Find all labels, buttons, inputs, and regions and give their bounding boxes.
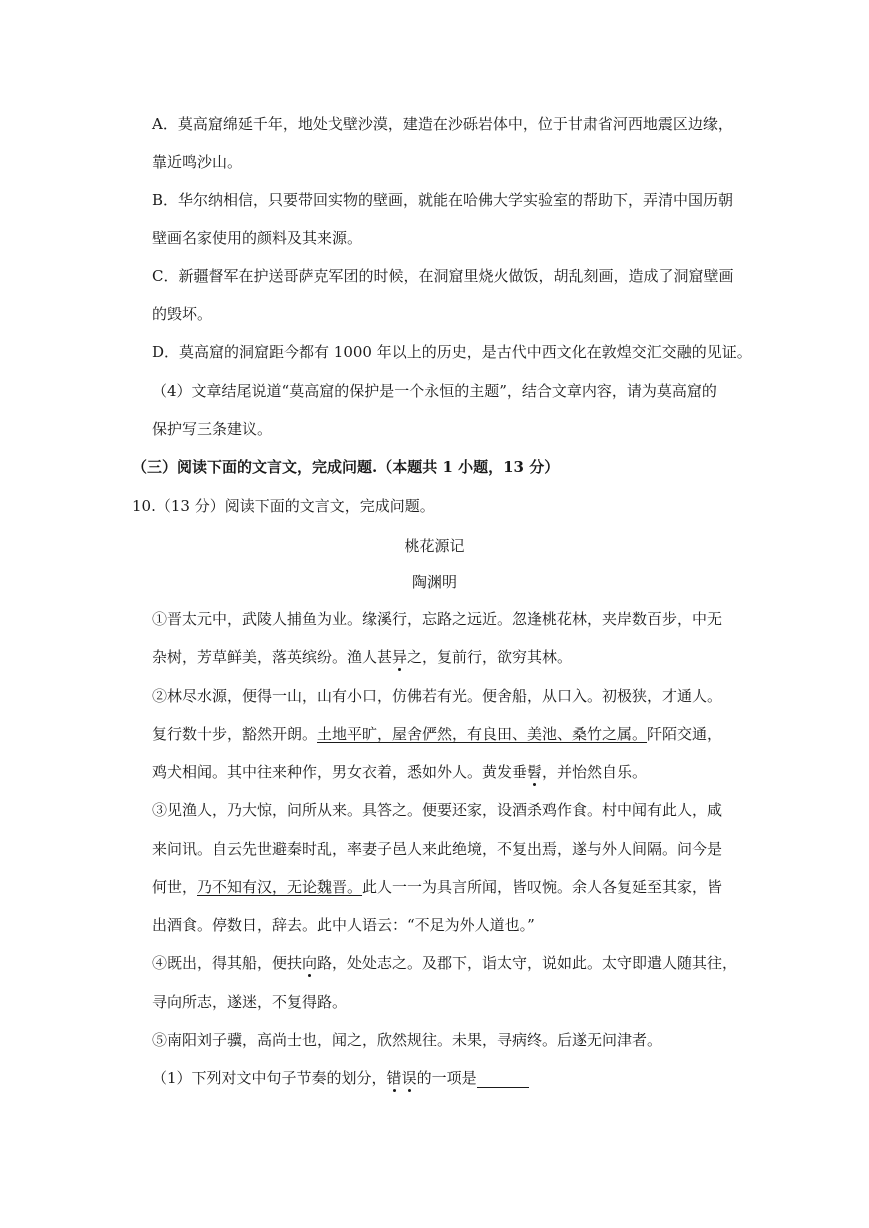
paragraph-4-line1 — [152, 953, 737, 973]
paragraph-5-line1: ⑤南阳刘子骥，高尚士也，闻之，欣然规往。未果，寻病终。后遂无问津者。 — [152, 1031, 663, 1049]
paragraph-2-line1: ②林尽水源，便得一山，山有小口，仿佛若有光。便舍船，从口入。初极狭，才通人。 — [152, 687, 723, 705]
paragraph-2-line2 — [152, 724, 722, 744]
text-segment: 之，复前行，欲穷其林。 — [407, 648, 573, 666]
option-b-line2: 壁画名家使用的颜料及其来源。 — [152, 229, 363, 247]
paragraph-1-line1: ①晋太元中，武陵人捕鱼为业。缘溪行，忘路之远近。忽逢桃花林，夹岸数百步，中无 — [152, 610, 723, 628]
answer-blank[interactable] — [477, 1071, 529, 1088]
paragraph-4-line2: 寻向所志，遂迷，不复得路。 — [152, 993, 348, 1011]
question-10-intro: 10.（13 分）阅读下面的文言文，完成问题。 — [132, 497, 435, 515]
option-c-line2: 的毁坏。 — [152, 305, 213, 323]
emphasis-dot-char: 向 — [302, 954, 318, 972]
sub-question-4-line2: 保护写三条建议。 — [152, 420, 273, 438]
paragraph-3-line4: 出酒食。停数日，辞去。此中人语云：“不足为外人道也。” — [152, 916, 535, 934]
text-segment: 阡陌交通， — [647, 725, 723, 743]
sub-question-1 — [152, 1068, 529, 1088]
text-segment: 此人一一为具言所闻，皆叹惋。余人各复延至其家，皆 — [362, 878, 723, 896]
option-c-line1: C．新疆督军在护送哥萨克军团的时候，在洞窟里烧火做饭，胡乱刻画，造成了洞窟壁画 — [152, 267, 734, 285]
emphasis-dot-char: 错 — [386, 1069, 402, 1087]
paragraph-3-line2: 来问讯。自云先世避秦时乱，率妻子邑人来此绝境，不复出焉，遂与外人间隔。问今是 — [152, 840, 723, 858]
text-segment: 路，处处志之。及郡下，诣太守，说如此。太守即遣人随其往， — [317, 954, 738, 972]
underlined-sentence: 乃不知有汉，无论魏晋。 — [197, 878, 363, 896]
paragraph-3-line1: ③见渔人，乃大惊，问所从来。具答之。便要还家，设酒杀鸡作食。村中闻有此人，咸 — [152, 801, 723, 819]
emphasis-dot-char: 异 — [392, 648, 408, 666]
emphasis-dot-char: 髫 — [527, 763, 543, 781]
emphasis-dot-char: 误 — [401, 1069, 417, 1087]
paragraph-1-line2 — [152, 647, 572, 667]
paragraph-3-line3 — [152, 877, 722, 897]
option-a-line2: 靠近鸣沙山。 — [152, 153, 243, 171]
sub-question-4-line1: （4）文章结尾说道“莫高窟的保护是一个永恒的主题”，结合文章内容，请为莫高窟的 — [152, 382, 717, 400]
option-b-line1: B．华尔纳相信，只要带回实物的壁画，就能在哈佛大学实验室的帮助下，弄清中国历朝 — [152, 191, 734, 209]
text-segment: 的一项是 — [416, 1069, 477, 1087]
passage-title: 桃花源记 — [404, 537, 465, 555]
text-segment: 何世， — [152, 878, 198, 896]
text-segment: ④既出，得其船，便扶 — [152, 954, 303, 972]
section-3-heading: （三）阅读下面的文言文，完成问题.（本题共 1 小题，13 分） — [132, 458, 560, 476]
text-segment: ，并怡然自乐。 — [542, 763, 648, 781]
text-segment: 杂树，芳草鲜美，落英缤纷。渔人甚 — [152, 648, 393, 666]
paragraph-2-line3 — [152, 762, 647, 782]
underlined-sentence: 土地平旷，屋舍俨然，有良田、美池、桑竹之属。 — [317, 725, 648, 743]
passage-author: 陶渊明 — [411, 573, 457, 591]
text-segment: 复行数十步，豁然开朗。 — [152, 725, 318, 743]
option-d-line1: D．莫高窟的洞窟距今都有 1000 年以上的历史，是古代中西文化在敦煌交汇交融的见证。 — [152, 343, 752, 361]
option-a-line1: A．莫高窟绵延千年，地处戈壁沙漠，建造在沙砾岩体中，位于甘肃省河西地震区边缘， — [152, 115, 733, 133]
text-segment: （1）下列对文中句子节奏的划分， — [152, 1069, 387, 1087]
text-segment: 鸡犬相闻。其中往来种作，男女衣着，悉如外人。黄发垂 — [152, 763, 528, 781]
